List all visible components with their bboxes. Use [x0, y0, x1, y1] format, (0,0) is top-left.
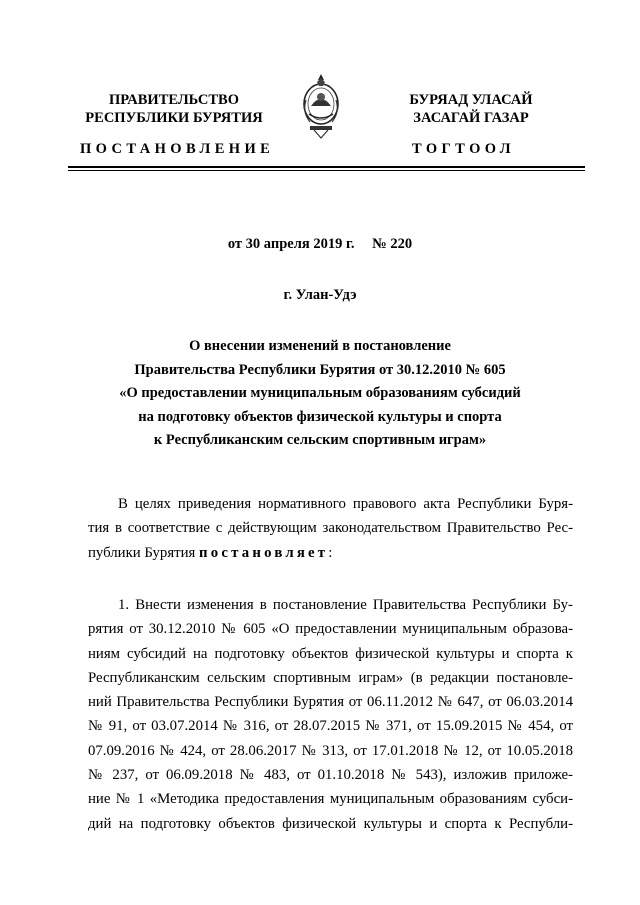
- title-line: на подготовку объектов физической культуры и спорта: [138, 408, 502, 425]
- title-line: О внесении изменений в постановление: [189, 338, 451, 354]
- date-number-line: [0, 236, 640, 253]
- item-1-line: Республиканским сельским спортивным играм» (в редакции постановле-: [88, 669, 573, 686]
- document-number: № 220: [372, 236, 413, 252]
- item-1-line: № 237, от 06.09.2018 № 483, от 01.10.2018 № 543), изложив приложе-: [88, 767, 573, 784]
- doc-type-ru: ПОСТАНОВЛЕНИЕ: [80, 141, 275, 157]
- doc-type-bua: ТОГТООЛ: [412, 141, 515, 157]
- issuer-ru-line2: РЕСПУБЛИКИ БУРЯТИЯ: [85, 110, 263, 126]
- preamble-paragraph: [88, 492, 573, 565]
- preamble-line3-start: публики Бурятия: [88, 544, 196, 561]
- preamble-line: тия в соответствие с действующим законодательством Правительство Рес-: [88, 520, 573, 537]
- item-1-line: ние № 1 «Методика предоставления муниципальным образованиям субси-: [88, 791, 573, 808]
- document-title: [90, 335, 550, 453]
- city-line: г. Улан-Удэ: [283, 287, 357, 303]
- item-1-line: ниям субсидий на подготовку объектов физической культуры и спорта к: [88, 645, 573, 662]
- item-1-line: № 91, от 03.07.2014 № 316, от 28.07.2015 № 371, от 15.09.2015 № 454, от: [88, 718, 573, 735]
- issuer-bua: [386, 91, 556, 127]
- title-line: к Республиканским сельским спортивным играм»: [153, 432, 487, 448]
- title-line: Правительства Республики Бурятия от 30.12.2010 № 605: [134, 361, 506, 378]
- preamble-line: [88, 541, 573, 565]
- preamble-line: В целях приведения нормативного правового акта Республики Буря-: [118, 496, 573, 512]
- coat-of-arms-icon: [296, 70, 346, 146]
- document-date: от 30 апреля 2019 г.: [227, 236, 355, 252]
- issuer-ru-line1: ПРАВИТЕЛЬСТВО: [109, 92, 239, 108]
- preamble-line3-end: :: [328, 544, 333, 561]
- resolution-word: постановляет: [199, 544, 329, 561]
- title-line: «О предоставлении муниципальным образованиям субсидий: [119, 385, 521, 401]
- item-1-line: дий на подготовку объектов физической культуры и спорта к Республи-: [88, 815, 573, 832]
- item-1-paragraph: [88, 593, 573, 836]
- issuer-bua-line1: БУРЯАД УЛАСАЙ: [409, 92, 533, 108]
- item-1-line: ний Правительства Республики Бурятия от 06.11.2012 № 647, от 06.03.2014: [88, 694, 573, 711]
- header-rule-thin: [68, 170, 585, 171]
- issuer-ru: [68, 91, 280, 127]
- item-1-line: 1. Внести изменения в постановление Правительства Республики Бу-: [118, 597, 573, 613]
- issuer-bua-line2: ЗАСАГАЙ ГАЗАР: [413, 110, 529, 126]
- header-rule-thick: [68, 166, 585, 168]
- item-1-line: 07.09.2016 № 424, от 28.06.2017 № 313, от 17.01.2018 № 12, от 10.05.2018: [88, 742, 573, 759]
- item-1-line: рятия от 30.12.2010 № 605 «О предоставлении муниципальным образова-: [88, 621, 573, 638]
